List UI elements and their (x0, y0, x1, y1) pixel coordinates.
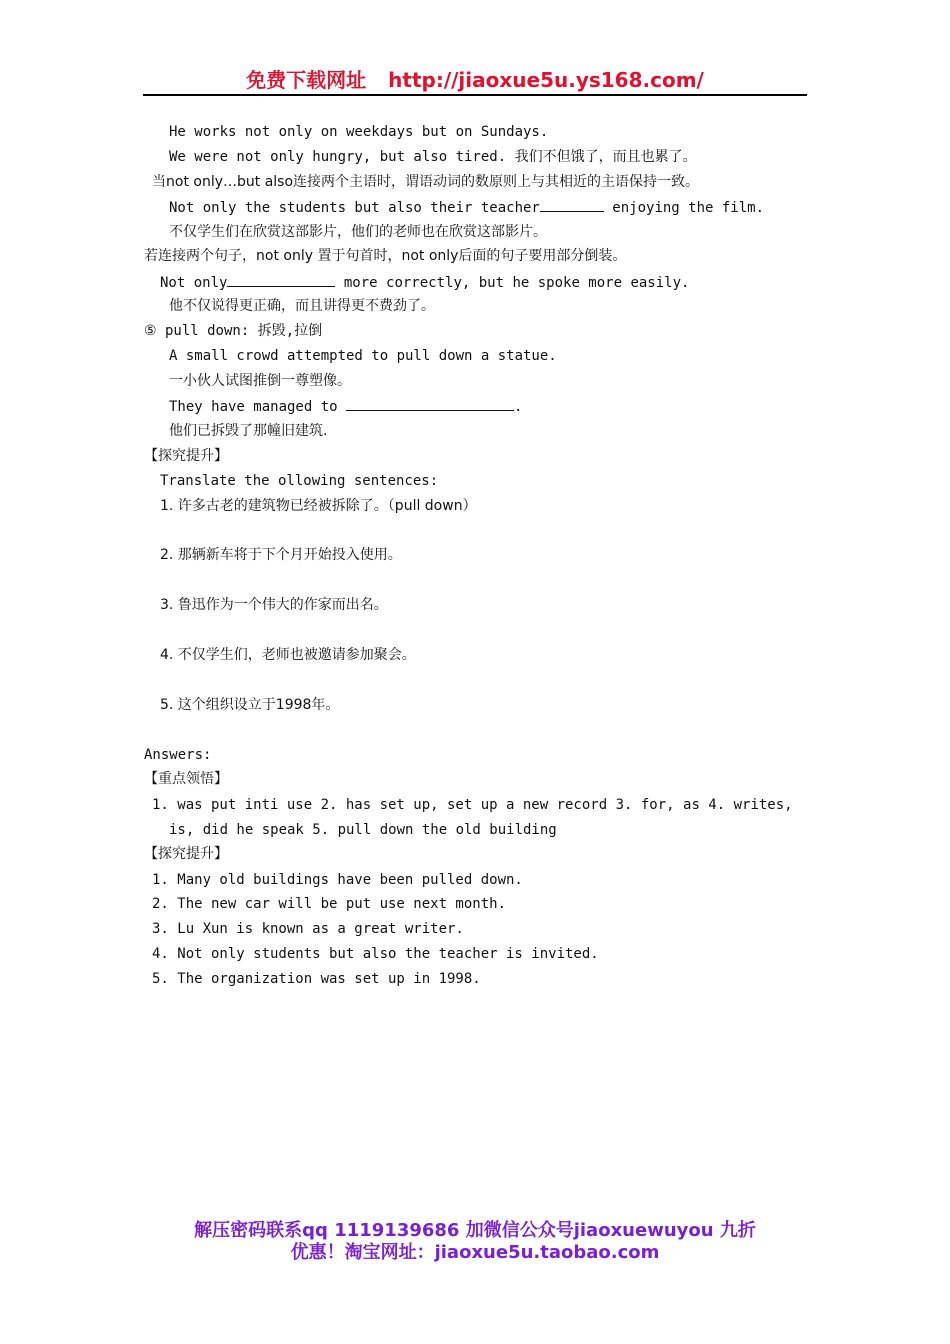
explore-answer-item: 5. The organization was set up in 1998. (152, 971, 481, 987)
explore-answer-item: 4. Not only students but also the teacher is invited. (152, 946, 599, 962)
explore-heading: 【探究提升】 (144, 448, 228, 464)
example-managed-part2: . (514, 399, 523, 415)
example-managed-part1: They have managed to (169, 399, 347, 415)
header-label: 免费下载网址 (246, 68, 367, 92)
example-students-part2: enjoying the film. (603, 200, 765, 216)
example-managed-cn: 他们已拆毁了那幢旧建筑. (169, 423, 328, 439)
example-statue-cn: 一小伙人试图推倒一尊塑像。 (169, 373, 351, 389)
example-students-cn: 不仅学生们在欣赏这部影片，他们的老师也在欣赏这部影片。 (169, 224, 547, 240)
answer-blank (540, 197, 604, 212)
key-answers-line2: is, did he speak 5. pull down the old building (169, 822, 557, 838)
translate-item: 1. 许多古老的建筑物已经被拆除了。（pull down） (160, 498, 477, 514)
translate-item: 4. 不仅学生们，老师也被邀请参加聚会。 (160, 647, 416, 663)
example-hungry (169, 147, 697, 167)
key-points-heading: 【重点领悟】 (144, 771, 228, 787)
footer-line-2: 优惠！淘宝网址：jiaoxue5u.taobao.com (290, 1242, 660, 1263)
example-correctly-part1: Not only (160, 275, 228, 291)
example-statue-en: A small crowd attempted to pull down a statue. (169, 348, 557, 364)
example-hungry-en: We were not only hungry, but also tired. (169, 149, 507, 165)
header-url-link[interactable]: http://jiaoxue5u.ys168.com/ (388, 68, 704, 92)
translate-item: 3. 鲁迅作为一个伟大的作家而出名。 (160, 597, 388, 613)
example-students (169, 197, 764, 218)
translate-item: 5. 这个组织设立于1998年。 (160, 697, 340, 713)
page-header (143, 66, 807, 96)
translate-item: 2. 那辆新车将于下个月开始投入使用。 (160, 547, 402, 563)
answer-blank (346, 396, 514, 411)
key-answers-line1: 1. was put inti use 2. has set up, set up a new record 3. for, as 4. writes, (152, 797, 793, 813)
answers-label: Answers: (144, 747, 212, 763)
example-weekdays: He works not only on weekdays but on Sundays. (169, 124, 549, 140)
example-correctly-cn: 他不仅说得更正确，而且讲得更不费劲了。 (169, 298, 435, 314)
example-hungry-cn: 我们不但饿了，而且也累了。 (514, 149, 697, 165)
example-correctly (160, 272, 689, 293)
explore-answer-item: 1. Many old buildings have been pulled down. (152, 872, 523, 888)
pull-down-heading: ⑤ pull down: 拆毁,拉倒 (144, 323, 323, 339)
footer-line-1: 解压密码联系qq 1119139686 加微信公众号jiaoxuewuyou 九折 (194, 1220, 756, 1241)
example-correctly-part2: more correctly, but he spoke more easily. (335, 275, 690, 291)
example-managed (169, 396, 522, 417)
rule-subject-agreement: 当not only…but also连接两个主语时，谓语动词的数原则上与其相近的主语保持一致。 (152, 174, 700, 190)
translate-instruction: Translate the ollowing sentences: (160, 473, 439, 489)
explore-answers-heading: 【探究提升】 (144, 846, 228, 862)
rule-inversion: 若连接两个句子，not only 置于句首时，not only后面的句子要用部分倒装。 (144, 248, 627, 264)
explore-answer-item: 3. Lu Xun is known as a great writer. (152, 921, 464, 937)
example-students-part1: Not only the students but also their teacher (169, 200, 540, 216)
answer-blank (227, 272, 335, 287)
explore-answer-item: 2. The new car will be put use next month. (152, 896, 507, 912)
